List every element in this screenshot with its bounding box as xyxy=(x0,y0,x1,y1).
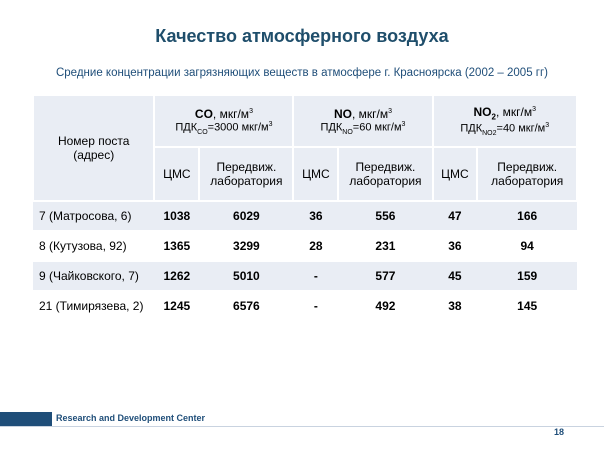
value-cell: 6029 xyxy=(199,201,293,231)
value-cell: 5010 xyxy=(199,261,293,291)
value-cell: 1262 xyxy=(154,261,199,291)
subheader-mobile-lab: Передвиж. лаборатория xyxy=(338,147,432,201)
table-row xyxy=(33,291,577,321)
value-cell: 556 xyxy=(338,201,432,231)
post-cell: 21 (Тимирязева, 2) xyxy=(33,291,154,321)
value-cell: 94 xyxy=(477,231,577,261)
footer-organization: Research and Development Center xyxy=(56,413,206,423)
value-cell: 28 xyxy=(293,231,338,261)
subheader-mobile-lab: Передвиж. лаборатория xyxy=(477,147,577,201)
value-cell: - xyxy=(293,291,338,321)
slide-title: Качество атмосферного воздуха xyxy=(155,26,449,46)
value-cell: 36 xyxy=(433,231,478,261)
pollutant-header-no2: $NO_2$, мкг/$м^3$ $ПДК_{NO2}=40$ мкг/$м^3$ xyxy=(433,95,577,147)
footer-divider xyxy=(0,426,604,427)
post-header: Номер поста (адрес) xyxy=(33,95,154,201)
subheader-cms: ЦМС xyxy=(154,147,199,201)
value-cell: 1038 xyxy=(154,201,199,231)
value-cell: 577 xyxy=(338,261,432,291)
value-cell: 159 xyxy=(477,261,577,291)
value-cell: 231 xyxy=(338,231,432,261)
pollutant-header-no: NO, мкг/$м^3$ $ПДК_{NO}=60$ мкг/$м^3$ xyxy=(293,95,432,147)
table-row xyxy=(33,201,577,231)
footer-accent-bar xyxy=(0,412,52,426)
value-cell: 492 xyxy=(338,291,432,321)
post-cell: 9 (Чайковского, 7) xyxy=(33,261,154,291)
pollutant-header-co: CO, мкг/$м^3$ $ПДК_{CO}=3000$ мкг/$м^3$ xyxy=(154,95,293,147)
value-cell: 47 xyxy=(433,201,478,231)
post-cell: 8 (Кутузова, 92) xyxy=(33,231,154,261)
page-number: 18 xyxy=(554,427,565,437)
value-cell: 166 xyxy=(477,201,577,231)
value-cell: 3299 xyxy=(199,231,293,261)
table-row xyxy=(33,231,577,261)
pollution-table xyxy=(32,94,578,322)
table-header-row xyxy=(33,95,577,147)
post-cell: 7 (Матросова, 6) xyxy=(33,201,154,231)
slide-subtitle: Средние концентрации загрязняющих веществ в атмосфере г. Красноярска (2002 – 2005 гг) xyxy=(55,67,549,79)
table-row xyxy=(33,261,577,291)
value-cell: 1365 xyxy=(154,231,199,261)
value-cell: 6576 xyxy=(199,291,293,321)
value-cell: 1245 xyxy=(154,291,199,321)
value-cell: 36 xyxy=(293,201,338,231)
value-cell: 38 xyxy=(433,291,478,321)
value-cell: 145 xyxy=(477,291,577,321)
subheader-cms: ЦМС xyxy=(433,147,478,201)
subheader-mobile-lab: Передвиж. лаборатория xyxy=(199,147,293,201)
subheader-cms: ЦМС xyxy=(293,147,338,201)
value-cell: - xyxy=(293,261,338,291)
value-cell: 45 xyxy=(433,261,478,291)
